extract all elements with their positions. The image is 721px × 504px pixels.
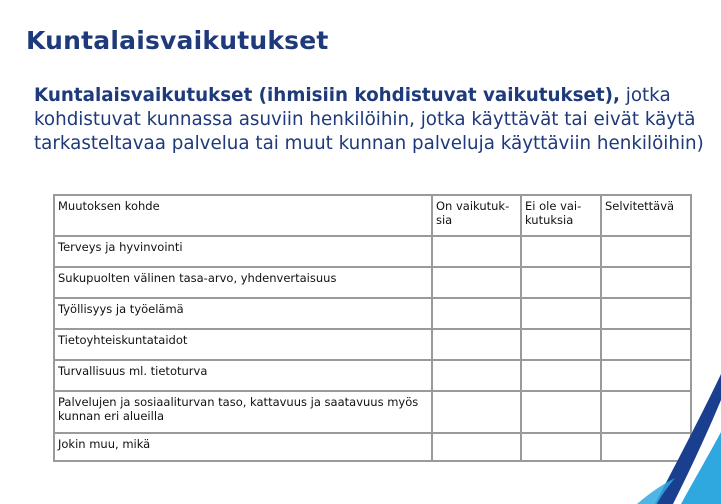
intro-bold-text: Kuntalaisvaikutukset (ihmisiin kohdistuvat vaikutukset), (34, 85, 620, 106)
table-row (53, 392, 692, 434)
table-row (53, 237, 692, 268)
row-subject-cell: Palvelujen ja sosiaaliturvan taso, kattavuus ja saatavuus myös kunnan eri alueilla (53, 392, 433, 434)
row-subject-cell: Jokin muu, mikä (53, 434, 433, 462)
no-effect-cell[interactable] (522, 299, 602, 330)
row-subject-cell: Työllisyys ja työelämä (53, 299, 433, 330)
table-row (53, 268, 692, 299)
no-effect-cell[interactable] (522, 330, 602, 361)
table-row (53, 361, 692, 392)
table-row (53, 434, 692, 462)
row-subject-cell: Tietoyhteiskuntataidot (53, 330, 433, 361)
row-subject-cell: Turvallisuus ml. tietoturva (53, 361, 433, 392)
table-header-row (53, 194, 692, 237)
header-has-effect: On vaikutuk-sia (433, 194, 522, 237)
has-effect-cell[interactable] (433, 392, 522, 434)
to-clarify-cell[interactable] (602, 330, 692, 361)
header-no-effect: Ei ole vai-kutuksia (522, 194, 602, 237)
no-effect-cell[interactable] (522, 392, 602, 434)
to-clarify-cell[interactable] (602, 237, 692, 268)
slide-title: Kuntalaisvaikutukset (26, 26, 329, 55)
table-row (53, 299, 692, 330)
has-effect-cell[interactable] (433, 299, 522, 330)
row-subject-cell: Terveys ja hyvinvointi (53, 237, 433, 268)
has-effect-cell[interactable] (433, 330, 522, 361)
to-clarify-cell[interactable] (602, 268, 692, 299)
has-effect-cell[interactable] (433, 268, 522, 299)
header-to-clarify: Selvitettävä (602, 194, 692, 237)
no-effect-cell[interactable] (522, 268, 602, 299)
has-effect-cell[interactable] (433, 361, 522, 392)
impact-assessment-table (53, 194, 692, 462)
intro-paragraph (34, 84, 714, 156)
table-row (53, 330, 692, 361)
no-effect-cell[interactable] (522, 361, 602, 392)
intro-body-text: jotka kohdistuvat kunnassa asuviin henkilöihin, jotka käyttävät tai eivät käytä tarkasteltavaa palvelua tai muut kunnan palveluja käyttäviin henkilöihin) (34, 85, 704, 154)
has-effect-cell[interactable] (433, 237, 522, 268)
decorative-swoosh-graphic (611, 374, 721, 504)
no-effect-cell[interactable] (522, 434, 602, 462)
to-clarify-cell[interactable] (602, 299, 692, 330)
row-subject-cell: Sukupuolten välinen tasa-arvo, yhdenvertaisuus (53, 268, 433, 299)
no-effect-cell[interactable] (522, 237, 602, 268)
has-effect-cell[interactable] (433, 434, 522, 462)
header-subject: Muutoksen kohde (53, 194, 433, 237)
